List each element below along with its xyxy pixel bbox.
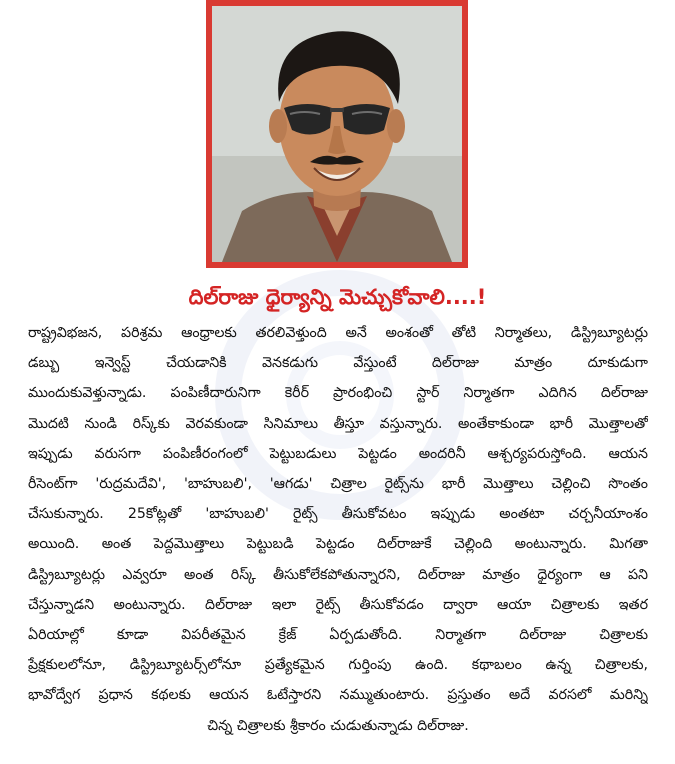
article-line: ముందుకువెళ్తున్నాడు. పంపిణీదారునిగా కెరీర్ ప్రారంభించి స్టార్ నిర్మాతగా ఎదిగిన దిల్‌రాజు [28,385,648,402]
article-line: డిస్ట్రిబ్యూటర్లు ఎవ్వరూ అంత రిస్క్ తీసుకోలేకపోతున్నారని, దిల్‌రాజు మాత్రం ధైర్యంగా ఆ పని [28,566,648,583]
headline: దిల్‌రాజు ధైర్యాన్ని మెచ్చుకోవాలి....! [188,285,487,309]
article-line: అయింది. అంత పెద్దమొత్తాలు పెట్టుబడి పెట్టడం దిల్‌రాజుకే చెల్లింది అంటున్నారు. మిగతా [28,536,648,553]
article-line: ఇప్పుడు వరుసగా పంపిణీరంగంలో పెట్టుబడులు పెట్టడం అందరినీ ఆశ్చర్యపరుస్తోంది. ఆయన [28,445,648,462]
portrait-frame [206,0,468,268]
article-line: ఏరియాల్లో కూడా విపరీతమైన క్రేజ్ ఏర్పడుతోంది. నిర్మాతగా దిల్‌రాజు చిత్రాలకు [28,627,648,644]
article-line-last: చిన్న చిత్రాలకు శ్రీకారం చుడుతున్నాడు దిల్‌రాజు. [207,717,469,734]
article-line: మొదటి నుండి రిస్క్‌కు వెరవకుండా సినిమాలు తీస్తూ వస్తున్నారు. అంతేకాకుండా భారీ మొత్తాలతో [28,415,648,432]
article-line: చేసుకున్నారు. 25కోట్లతో 'బాహుబలి' రైట్స్ తీసుకోవటం ఇప్పుడు అంతటా చర్చనీయాంశం [28,506,648,523]
article-line: చేస్తున్నాడని అంటున్నారు. దిల్‌రాజు ఇలా రైట్స్ తీసుకోవడం ద్వారా ఆయా చిత్రాలకు ఇతర [28,596,648,613]
portrait-illustration [212,6,462,262]
portrait-photo [212,6,462,262]
article-line: ప్రేక్షకులలోనూ, డిస్ట్రిబ్యూటర్స్‌లోనూ ప్రత్యేకమైన గుర్తింపు ఉంది. కథాబలం ఉన్న చిత్రాలకు, [28,657,648,674]
article-line: భావోద్వేగ ప్రధాన కథలకు ఆయన ఓటేస్తారని నమ్ముతుంటారు. ప్రస్తుతం అదే వరసలో మరిన్ని [28,687,648,704]
article-line: డబ్బు ఇన్వెస్ట్ చేయడానికి వెనకడుగు వేస్తుంటే దిల్‌రాజు మాత్రం దూకుడుగా [28,355,648,372]
article-body [28,318,648,741]
article-line: రాష్ట్రవిభజన, పరిశ్రమ ఆంధ్రాలకు తరలివెళ్తుంది అనే అంశంతో తోటి నిర్మాతలు, డిస్ట్రిబ్యూటర్లు [28,325,648,341]
article-line: రీసెంట్‌గా 'రుద్రమదేవి', 'బాహుబలి', 'ఆగడు' చిత్రాల రైట్స్‌ను భారీ మొత్తాలు చెల్లించి సొంతం [28,476,648,493]
